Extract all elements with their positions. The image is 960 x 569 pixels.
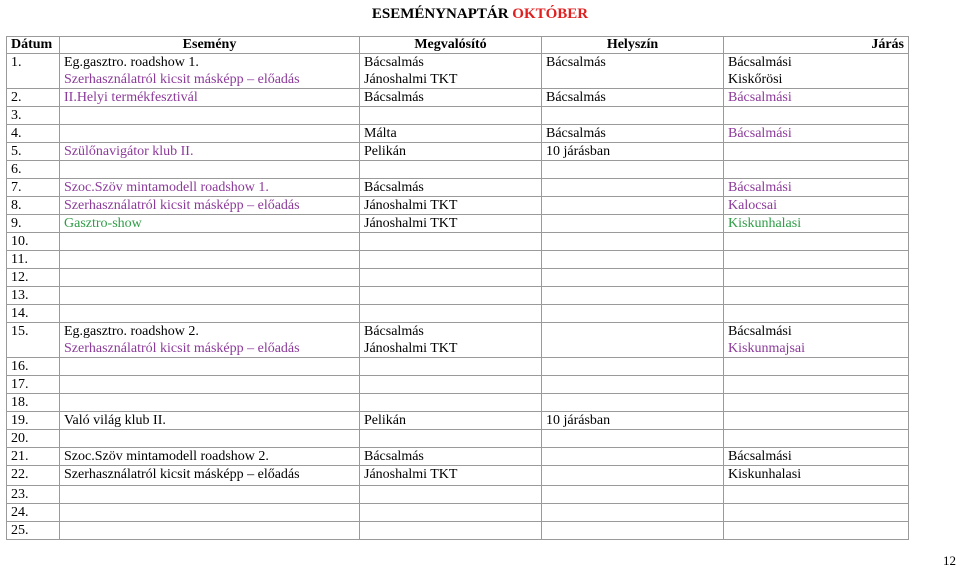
- implementer-text: Pelikán: [364, 144, 406, 159]
- date-cell: [7, 233, 60, 251]
- district-cell: [724, 430, 909, 448]
- location-cell: [542, 376, 724, 394]
- district-cell: [724, 504, 909, 522]
- event-text: Való világ klub II.: [64, 413, 166, 428]
- date-label: 3.: [11, 108, 22, 123]
- date-label: 7.: [11, 180, 22, 195]
- date-cell: [7, 412, 60, 430]
- district-cell: [724, 233, 909, 251]
- header-event: Esemény: [60, 37, 360, 54]
- district-cell: [724, 448, 909, 466]
- table-row: [7, 323, 909, 358]
- district-cell: [724, 466, 909, 486]
- location-text: Bácsalmás: [546, 90, 606, 105]
- date-cell: [7, 143, 60, 161]
- event-text: Szerhasználatról kicsit másképp – előadás: [64, 198, 300, 213]
- district-text: Kiskunmajsai: [728, 341, 805, 356]
- table-row: [7, 179, 909, 197]
- date-cell: [7, 215, 60, 233]
- header-date: Dátum: [7, 37, 60, 54]
- date-label: 18.: [11, 395, 29, 410]
- date-label: 22.: [11, 467, 29, 482]
- event-cell: [60, 215, 360, 233]
- table-row: [7, 107, 909, 125]
- implementer-cell: [360, 89, 542, 107]
- location-cell: [542, 179, 724, 197]
- event-cell: [60, 269, 360, 287]
- date-cell: [7, 125, 60, 143]
- date-label: 8.: [11, 198, 22, 213]
- event-cell: [60, 305, 360, 323]
- implementer-cell: [360, 448, 542, 466]
- implementer-text: Bácsalmás: [364, 324, 424, 339]
- date-cell: [7, 430, 60, 448]
- date-cell: [7, 448, 60, 466]
- date-cell: [7, 376, 60, 394]
- district-cell: [724, 197, 909, 215]
- implementer-text: Pelikán: [364, 413, 406, 428]
- event-cell: [60, 107, 360, 125]
- date-cell: [7, 305, 60, 323]
- implementer-cell: [360, 215, 542, 233]
- event-cell: [60, 412, 360, 430]
- event-text: Szoc.Szöv mintamodell roadshow 1.: [64, 180, 269, 195]
- location-cell: [542, 305, 724, 323]
- event-text: Szoc.Szöv mintamodell roadshow 2.: [64, 449, 269, 464]
- implementer-text: Jánoshalmi TKT: [364, 341, 458, 356]
- district-cell: [724, 107, 909, 125]
- table-row: [7, 522, 909, 540]
- header-implementer: Megvalósító: [360, 37, 542, 54]
- implementer-cell: [360, 107, 542, 125]
- table-row: [7, 358, 909, 376]
- page-number: 12: [943, 553, 956, 568]
- date-label: 10.: [11, 234, 29, 249]
- district-cell: [724, 358, 909, 376]
- district-cell: [724, 522, 909, 540]
- title-month: OKTÓBER: [512, 6, 589, 22]
- district-cell: [724, 412, 909, 430]
- date-label: 17.: [11, 377, 29, 392]
- date-label: 25.: [11, 523, 29, 538]
- header-district: Járás: [724, 37, 909, 54]
- date-label: 21.: [11, 449, 29, 464]
- date-label: 23.: [11, 487, 29, 502]
- event-cell: [60, 430, 360, 448]
- implementer-cell: [360, 161, 542, 179]
- event-cell: [60, 323, 360, 358]
- event-cell: [60, 179, 360, 197]
- district-text: Kiskunhalasi: [728, 216, 802, 231]
- table-row: [7, 215, 909, 233]
- calendar-body: [7, 54, 909, 540]
- location-cell: [542, 394, 724, 412]
- location-cell: [542, 161, 724, 179]
- event-cell: [60, 161, 360, 179]
- location-cell: [542, 107, 724, 125]
- event-cell: [60, 466, 360, 486]
- location-text: Bácsalmás: [546, 55, 606, 70]
- table-row: [7, 486, 909, 504]
- location-cell: [542, 143, 724, 161]
- event-cell: [60, 522, 360, 540]
- district-cell: [724, 215, 909, 233]
- implementer-cell: [360, 522, 542, 540]
- event-cell: [60, 448, 360, 466]
- table-row: [7, 143, 909, 161]
- implementer-cell: [360, 54, 542, 89]
- event-cell: [60, 251, 360, 269]
- date-cell: [7, 486, 60, 504]
- location-cell: [542, 287, 724, 305]
- location-text: Bácsalmás: [546, 126, 606, 141]
- table-row: [7, 466, 909, 486]
- implementer-cell: [360, 305, 542, 323]
- date-label: 13.: [11, 288, 29, 303]
- date-cell: [7, 89, 60, 107]
- event-cell: [60, 143, 360, 161]
- date-label: 4.: [11, 126, 22, 141]
- implementer-cell: [360, 269, 542, 287]
- district-cell: [724, 179, 909, 197]
- implementer-cell: [360, 287, 542, 305]
- table-row: [7, 504, 909, 522]
- header-row: [7, 37, 909, 54]
- location-cell: [542, 323, 724, 358]
- location-cell: [542, 486, 724, 504]
- date-label: 14.: [11, 306, 29, 321]
- event-text: Szerhasználatról kicsit másképp – előadás: [64, 72, 300, 87]
- date-label: 9.: [11, 216, 22, 231]
- date-label: 16.: [11, 359, 29, 374]
- implementer-text: Bácsalmás: [364, 90, 424, 105]
- date-label: 11.: [11, 252, 28, 267]
- table-row: [7, 412, 909, 430]
- table-row: [7, 430, 909, 448]
- date-cell: [7, 107, 60, 125]
- table-row: [7, 54, 909, 89]
- date-cell: [7, 287, 60, 305]
- location-cell: [542, 358, 724, 376]
- date-label: 24.: [11, 505, 29, 520]
- district-text: Bácsalmási: [728, 449, 792, 464]
- page-title: [0, 6, 960, 22]
- table-row: [7, 287, 909, 305]
- implementer-cell: [360, 251, 542, 269]
- date-cell: [7, 504, 60, 522]
- event-cell: [60, 358, 360, 376]
- location-cell: [542, 233, 724, 251]
- district-cell: [724, 394, 909, 412]
- implementer-text: Jánoshalmi TKT: [364, 467, 458, 482]
- table-row: [7, 251, 909, 269]
- district-cell: [724, 305, 909, 323]
- date-cell: [7, 269, 60, 287]
- table-row: [7, 376, 909, 394]
- date-label: 15.: [11, 324, 29, 339]
- date-label: 12.: [11, 270, 29, 285]
- implementer-text: Málta: [364, 126, 397, 141]
- table-row: [7, 161, 909, 179]
- date-label: 20.: [11, 431, 29, 446]
- implementer-cell: [360, 233, 542, 251]
- district-text: Bácsalmási: [728, 324, 792, 339]
- implementer-text: Bácsalmás: [364, 180, 424, 195]
- event-text: Szerhasználatról kicsit másképp – előadás: [64, 341, 300, 356]
- date-label: 6.: [11, 162, 22, 177]
- implementer-cell: [360, 412, 542, 430]
- implementer-cell: [360, 466, 542, 486]
- event-text: Szerhasználatról kicsit másképp – előadás: [64, 467, 300, 482]
- location-cell: [542, 504, 724, 522]
- district-text: Kiskőrösi: [728, 72, 783, 87]
- district-text: Kalocsai: [728, 198, 777, 213]
- implementer-text: Bácsalmás: [364, 55, 424, 70]
- location-cell: [542, 522, 724, 540]
- event-cell: [60, 89, 360, 107]
- location-cell: [542, 448, 724, 466]
- event-text: II.Helyi termékfesztivál: [64, 90, 198, 105]
- location-cell: [542, 54, 724, 89]
- location-cell: [542, 430, 724, 448]
- date-label: 1.: [11, 55, 22, 70]
- implementer-text: Jánoshalmi TKT: [364, 198, 458, 213]
- table-row: [7, 197, 909, 215]
- date-cell: [7, 251, 60, 269]
- location-cell: [542, 89, 724, 107]
- district-text: Kiskunhalasi: [728, 467, 802, 482]
- event-text: Eg.gasztro. roadshow 2.: [64, 324, 199, 339]
- event-cell: [60, 197, 360, 215]
- event-cell: [60, 233, 360, 251]
- table-row: [7, 125, 909, 143]
- implementer-cell: [360, 376, 542, 394]
- implementer-cell: [360, 504, 542, 522]
- event-text: Szülőnavigátor klub II.: [64, 144, 194, 159]
- implementer-cell: [360, 486, 542, 504]
- date-cell: [7, 358, 60, 376]
- table-row: [7, 269, 909, 287]
- date-cell: [7, 197, 60, 215]
- date-cell: [7, 179, 60, 197]
- date-cell: [7, 522, 60, 540]
- location-cell: [542, 251, 724, 269]
- district-cell: [724, 89, 909, 107]
- event-cell: [60, 486, 360, 504]
- implementer-text: Bácsalmás: [364, 449, 424, 464]
- district-text: Bácsalmási: [728, 90, 792, 105]
- district-cell: [724, 269, 909, 287]
- district-cell: [724, 376, 909, 394]
- location-cell: [542, 412, 724, 430]
- date-label: 5.: [11, 144, 22, 159]
- event-calendar-table: [6, 36, 909, 540]
- location-text: 10 járásban: [546, 413, 611, 428]
- district-cell: [724, 287, 909, 305]
- district-cell: [724, 251, 909, 269]
- location-text: 10 járásban: [546, 144, 611, 159]
- date-label: 2.: [11, 90, 22, 105]
- header-location: Helyszín: [542, 37, 724, 54]
- implementer-cell: [360, 358, 542, 376]
- event-cell: [60, 504, 360, 522]
- implementer-cell: [360, 394, 542, 412]
- district-cell: [724, 486, 909, 504]
- event-cell: [60, 125, 360, 143]
- implementer-cell: [360, 125, 542, 143]
- district-text: Bácsalmási: [728, 55, 792, 70]
- district-cell: [724, 54, 909, 89]
- event-text: Gasztro-show: [64, 216, 142, 231]
- location-cell: [542, 269, 724, 287]
- district-text: Bácsalmási: [728, 180, 792, 195]
- district-cell: [724, 143, 909, 161]
- district-text: Bácsalmási: [728, 126, 792, 141]
- implementer-cell: [360, 323, 542, 358]
- location-cell: [542, 466, 724, 486]
- location-cell: [542, 197, 724, 215]
- table-row: [7, 394, 909, 412]
- date-cell: [7, 466, 60, 486]
- date-cell: [7, 54, 60, 89]
- table-row: [7, 233, 909, 251]
- event-text: Eg.gasztro. roadshow 1.: [64, 55, 199, 70]
- date-cell: [7, 161, 60, 179]
- district-cell: [724, 125, 909, 143]
- table-row: [7, 89, 909, 107]
- location-cell: [542, 125, 724, 143]
- event-cell: [60, 394, 360, 412]
- title-main: ESEMÉNYNAPTÁR: [371, 6, 509, 22]
- implementer-cell: [360, 430, 542, 448]
- implementer-text: Jánoshalmi TKT: [364, 72, 458, 87]
- district-cell: [724, 323, 909, 358]
- implementer-cell: [360, 143, 542, 161]
- table-row: [7, 305, 909, 323]
- date-cell: [7, 394, 60, 412]
- district-cell: [724, 161, 909, 179]
- implementer-cell: [360, 179, 542, 197]
- table-row: [7, 448, 909, 466]
- date-cell: [7, 323, 60, 358]
- location-cell: [542, 215, 724, 233]
- event-cell: [60, 54, 360, 89]
- event-cell: [60, 287, 360, 305]
- implementer-cell: [360, 197, 542, 215]
- implementer-text: Jánoshalmi TKT: [364, 216, 458, 231]
- date-label: 19.: [11, 413, 29, 428]
- event-cell: [60, 376, 360, 394]
